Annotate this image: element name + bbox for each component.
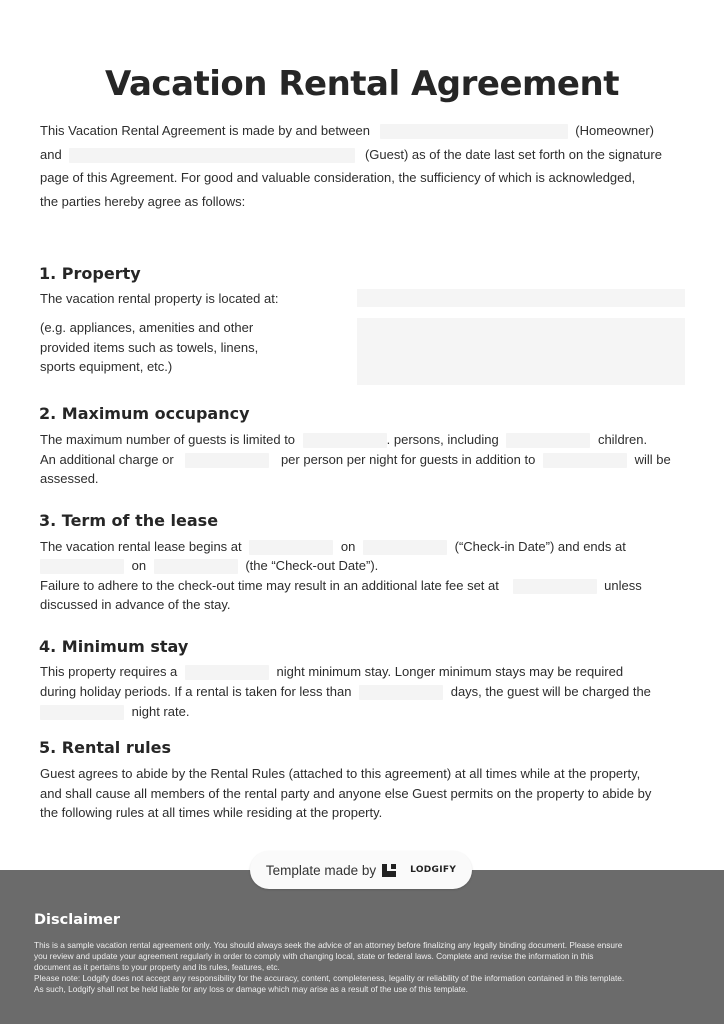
intro-line-1 (40, 121, 654, 141)
text: days, the guest will be charged the (450, 684, 651, 699)
extra-charge-field[interactable] (185, 453, 269, 468)
disclaimer-title: Disclaimer (34, 912, 121, 928)
homeowner-field[interactable] (380, 124, 568, 139)
section-heading-rental-rules: 5. Rental rules (39, 738, 171, 757)
section-heading-property: 1. Property (39, 264, 141, 283)
checkout-date-field[interactable] (154, 559, 238, 574)
term-line-4: discussed in advance of the stay. (40, 597, 231, 612)
occupancy-line-3: assessed. (40, 471, 99, 486)
text: during holiday periods. If a rental is taken for less than (40, 684, 352, 699)
rules-line-1: Guest agrees to abide by the Rental Rules (attached to this agreement) at all times while at the property, (40, 766, 641, 781)
text: children. (597, 432, 648, 447)
property-items-label-2: provided items such as towels, linens, (40, 340, 259, 355)
children-field[interactable] (506, 433, 590, 448)
text: Failure to adhere to the check-out time may result in an additional late fee set at (40, 578, 499, 593)
lodgify-brand: LODGIFY (410, 865, 457, 875)
disclaimer-line: Please note: Lodgify does not accept any responsibility for the accuracy, content, completeness, legality or reliability of the information contained in this template. (34, 973, 625, 983)
term-line-3 (40, 576, 642, 596)
guest-threshold-field[interactable] (543, 453, 627, 468)
text: will be (634, 452, 671, 467)
checkin-time-field[interactable] (249, 540, 333, 555)
occupancy-line-1 (40, 430, 647, 450)
text: . persons, including (386, 432, 499, 447)
minstay-line-3 (40, 702, 189, 722)
intro-text: and (40, 147, 62, 162)
section-heading-minimum-stay: 4. Minimum stay (39, 637, 189, 656)
property-items-label-3: sports equipment, etc.) (40, 359, 173, 374)
occupancy-line-2 (40, 450, 671, 470)
text: This property requires a (40, 664, 178, 679)
min-days-field[interactable] (359, 685, 443, 700)
section-heading-occupancy: 2. Maximum occupancy (39, 404, 250, 423)
max-guests-field[interactable] (303, 433, 387, 448)
text: night minimum stay. Longer minimum stays may be required (276, 664, 624, 679)
intro-text: (Guest) as of the date last set forth on the signature (364, 147, 662, 162)
text: An additional charge or (40, 452, 174, 467)
term-line-2 (40, 556, 378, 576)
text: The vacation rental lease begins at (40, 539, 242, 554)
minstay-line-2 (40, 682, 651, 702)
rules-line-2: and shall cause all members of the rental party and anyone else Guest permits on the property to abide by (40, 786, 652, 801)
intro-text: This Vacation Rental Agreement is made by and between (40, 123, 371, 138)
disclaimer-line: This is a sample vacation rental agreement only. You should always seek the advice of an attorney before finalizing any legally binding document. Please ensure (34, 940, 623, 950)
property-location-label: The vacation rental property is located at: (40, 291, 279, 306)
property-location-field[interactable] (357, 289, 685, 307)
minstay-line-1 (40, 662, 623, 682)
intro-line-3: page of this Agreement. For good and valuable consideration, the sufficiency of which is acknowledged, (40, 170, 636, 185)
disclaimer-line: you review and update your agreement regularly in order to comply with changing local, state or federal laws. Complete and revise the information in this (34, 951, 594, 961)
intro-text: (Homeowner) (575, 123, 655, 138)
disclaimer-line: As such, Lodgify shall not be held liable for any loss or damage which may arise as a result of the use of this template. (34, 984, 468, 994)
property-items-label-1: (e.g. appliances, amenities and other (40, 320, 254, 335)
text: per person per night for guests in addition to (280, 452, 536, 467)
text: (the “Check-out Date”). (245, 558, 379, 573)
text: (“Check-in Date”) and ends at (454, 539, 626, 554)
property-items-field[interactable] (357, 318, 685, 385)
document-title: Vacation Rental Agreement (105, 64, 619, 104)
checkout-time-field[interactable] (40, 559, 124, 574)
text: The maximum number of guests is limited to (40, 432, 296, 447)
night-rate-field[interactable] (40, 705, 124, 720)
rules-line-3: the following rules at all times while residing at the property. (40, 805, 383, 820)
term-line-1 (40, 537, 626, 557)
credit-text: Template made by (265, 862, 377, 878)
text: night rate. (131, 704, 190, 719)
guest-field[interactable] (69, 148, 355, 163)
disclaimer-line: document as it pertains to your property and its rules, features, etc. (34, 962, 280, 972)
late-fee-field[interactable] (513, 579, 597, 594)
text: unless (604, 578, 642, 593)
text: on (131, 558, 147, 573)
section-heading-term: 3. Term of the lease (39, 511, 219, 530)
min-nights-field[interactable] (185, 665, 269, 680)
intro-line-4: the parties hereby agree as follows: (40, 194, 246, 209)
checkin-date-field[interactable] (363, 540, 447, 555)
text: on (340, 539, 356, 554)
intro-line-2 (40, 145, 662, 165)
template-credit-badge[interactable] (250, 851, 472, 889)
lodgify-logo-icon (382, 863, 396, 877)
